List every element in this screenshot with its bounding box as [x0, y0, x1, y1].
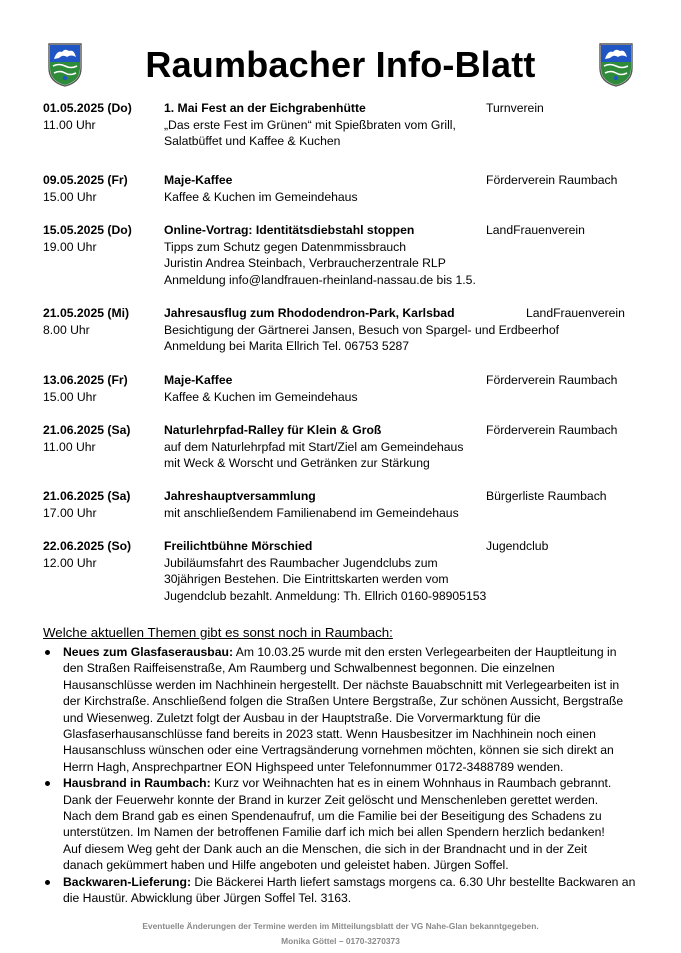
event-detail-line: Jugendclub bezahlt. Anmeldung: Th. Ellrich 0160-98905153	[164, 588, 487, 603]
event-organizer: Bürgerliste Raumbach	[486, 489, 607, 503]
event-details	[164, 239, 476, 289]
footer	[0, 919, 681, 948]
topic-line: Glasfaserhausanschlüsse fand bereits in 2023 statt. Wenn Hausbesitzer im Nachhinein noch einen	[63, 727, 596, 742]
event-organizer: Förderverein Raumbach	[486, 373, 618, 387]
footer-contact: Monika Göttel – 0170-3270373	[281, 935, 400, 946]
event-time: 12.00 Uhr	[43, 555, 97, 570]
event-detail-line: „Das erste Fest im Grünen“ mit Spießbraten vom Grill,	[164, 117, 456, 132]
event-details	[164, 189, 358, 206]
event-time: 8.00 Uhr	[43, 322, 90, 337]
topic-line: unterstützen. Im Namen der betroffenen Familie darf ich mich bei allen Spendern herzlich bedanken!	[63, 825, 605, 840]
event-time: 11.00 Uhr	[43, 439, 96, 454]
topic-line	[63, 775, 643, 791]
event-time: 15.00 Uhr	[43, 389, 97, 404]
event-organizer: Jugendclub	[486, 539, 549, 553]
topic-line: Hausanschluss wünschen oder eine Vertragsänderung vornehmen möchten, können sie sich direkt an	[63, 743, 614, 758]
event-detail-line: Kaffee & Kuchen im Gemeindehaus	[164, 389, 358, 404]
event-organizer: LandFrauenverein	[526, 306, 625, 320]
event-detail-line: Anmeldung info@landfrauen-rheinland-nassau.de bis 1.5.	[164, 272, 476, 287]
event-time: 19.00 Uhr	[43, 239, 97, 254]
bullet-icon	[45, 781, 50, 786]
event-title: Jahreshauptversammlung	[164, 489, 316, 503]
event-detail-line: Anmeldung bei Marita Ellrich Tel. 06753 5287	[164, 339, 410, 353]
topic-line: Nach dem Brand gab es einen Spendenaufruf, um die Familie bei der Beseitigung des Schadens zu	[63, 809, 602, 824]
event-title: Online-Vortrag: Identitätsdiebstahl stoppen	[164, 223, 415, 237]
page-title: Raumbacher Info-Blatt	[145, 44, 536, 85]
event-time: 11.00 Uhr	[43, 117, 96, 132]
event-detail-line: auf dem Naturlehrpfad mit Start/Ziel am Gemeindehaus	[164, 439, 464, 454]
topic-line: Hausanschlüsse werden im Nachhinein hergestellt. Der nächste Bauabschnitt mit Verlegearbeiten ist in	[63, 677, 620, 692]
topic-text: Am 10.03.25 wurde mit den ersten Verlegearbeiten der Hauptleitung in	[233, 645, 617, 659]
event-title: Maje-Kaffee	[164, 173, 233, 187]
event-date: 21.05.2025 (Mi)	[43, 306, 130, 320]
event-date: 13.06.2025 (Fr)	[43, 373, 128, 387]
topic-line: und Wiesenweg. Zuletzt folgt der Ausbau in der Hauptstraße. Die Vorvermarktung für die	[63, 710, 541, 725]
topics-list	[43, 644, 643, 907]
topic-line: Herrn Hagh, Ansprechpartner EON Highspeed unter Telefonnummer 0172-3488789 wenden.	[63, 759, 564, 774]
event-date: 01.05.2025 (Do)	[43, 101, 132, 115]
event-details	[164, 555, 486, 605]
event-organizer: Förderverein Raumbach	[486, 173, 618, 187]
event-date: 09.05.2025 (Fr)	[43, 173, 128, 187]
event-details	[164, 505, 459, 522]
event-title: 1. Mai Fest an der Eichgrabenhütte	[164, 101, 366, 115]
topic-line	[63, 874, 643, 890]
event-time: 17.00 Uhr	[43, 505, 97, 520]
topic-line: Auf diesem Weg geht der Dank auch an die Menschen, die sich in der Brandnacht und in der Zeit	[63, 841, 588, 856]
event-detail-line: mit Weck & Worscht und Getränken zur Stärkung	[164, 456, 430, 470]
event-detail-line: 30jährigen Bestehen. Die Eintrittskarten werden vom	[164, 572, 449, 586]
event-date: 21.06.2025 (Sa)	[43, 489, 131, 503]
event-details	[164, 439, 463, 472]
event-detail-line: Tipps zum Schutz gegen Datenmmissbrauch	[164, 239, 407, 254]
event-detail-line: Jubiläumsfahrt des Raumbacher Jugendclubs zum	[164, 555, 438, 570]
topic-line: danach gekümmert haben und Hilfe angeboten und geleistet haben. Jürgen Soffel.	[63, 858, 509, 873]
topic-line: die Haustür. Abwicklung über Jürgen Soffel Tel. 3163.	[63, 891, 352, 906]
event-organizer: Turnverein	[486, 101, 544, 115]
topic-line	[63, 644, 643, 660]
event-title: Freilichtbühne Mörschied	[164, 539, 313, 553]
footer-note: Eventuelle Änderungen der Termine werden im Mitteilungsblatt der VG Nahe-Glan bekanntgegeben.	[142, 921, 539, 931]
topic-label: Neues zum Glasfaserausbau:	[63, 645, 234, 659]
topic-line: den Straßen Raiffeisenstraße, Am Raumberg und Schwalbennest begonnen. Die einzelnen	[63, 661, 555, 676]
event-title: Jahresausflug zum Rhododendron-Park, Karlsbad	[164, 306, 455, 320]
topic-line: Dank der Feuerwehr konnte der Brand in kurzer Zeit gelöscht und Menschenleben gerettet werden.	[63, 792, 599, 807]
topic-item	[43, 775, 643, 873]
event-details	[164, 322, 559, 355]
event-detail-line: Salatbüffet und Kaffee & Kuchen	[164, 134, 341, 148]
event-detail-line: Besichtigung der Gärtnerei Jansen, Besuch von Spargel- und Erdbeerhof	[164, 322, 559, 337]
event-detail-line: Kaffee & Kuchen im Gemeindehaus	[164, 189, 358, 204]
event-detail-line: Juristin Andrea Steinbach, Verbraucherzentrale RLP	[164, 256, 446, 270]
event-organizer: Förderverein Raumbach	[486, 423, 618, 437]
event-date: 15.05.2025 (Do)	[43, 223, 132, 237]
topic-text: Die Bäckerei Harth liefert samstags morgens ca. 6.30 Uhr bestellte Backwaren an	[191, 874, 636, 889]
event-date: 21.06.2025 (Sa)	[43, 423, 131, 437]
event-title: Naturlehrpfad-Ralley für Klein & Groß	[164, 423, 382, 437]
topic-line: der Kirchstraße. Anschließend folgen die Straßen Untere Bergstraße, Zur schönen Aussicht, Bergstraße	[63, 694, 624, 709]
event-details	[164, 117, 456, 150]
event-title: Maje-Kaffee	[164, 373, 233, 387]
event-organizer: LandFrauenverein	[486, 223, 585, 237]
event-date: 22.06.2025 (So)	[43, 539, 132, 553]
bullet-icon	[45, 650, 50, 655]
topic-item	[43, 644, 643, 775]
topic-text: Kurz vor Weihnachten hat es in einem Wohnhaus in Raumbach gebrannt.	[210, 776, 612, 791]
topic-label: Backwaren-Lieferung:	[63, 874, 191, 889]
bullet-icon	[45, 880, 50, 885]
event-detail-line: mit anschließendem Familienabend im Gemeindehaus	[164, 505, 459, 520]
topic-label: Hausbrand in Raumbach:	[63, 776, 211, 791]
event-details	[164, 389, 358, 406]
event-time: 15.00 Uhr	[43, 189, 97, 204]
topic-item	[43, 874, 643, 907]
topics-heading: Welche aktuellen Themen gibt es sonst noch in Raumbach:	[43, 625, 393, 640]
